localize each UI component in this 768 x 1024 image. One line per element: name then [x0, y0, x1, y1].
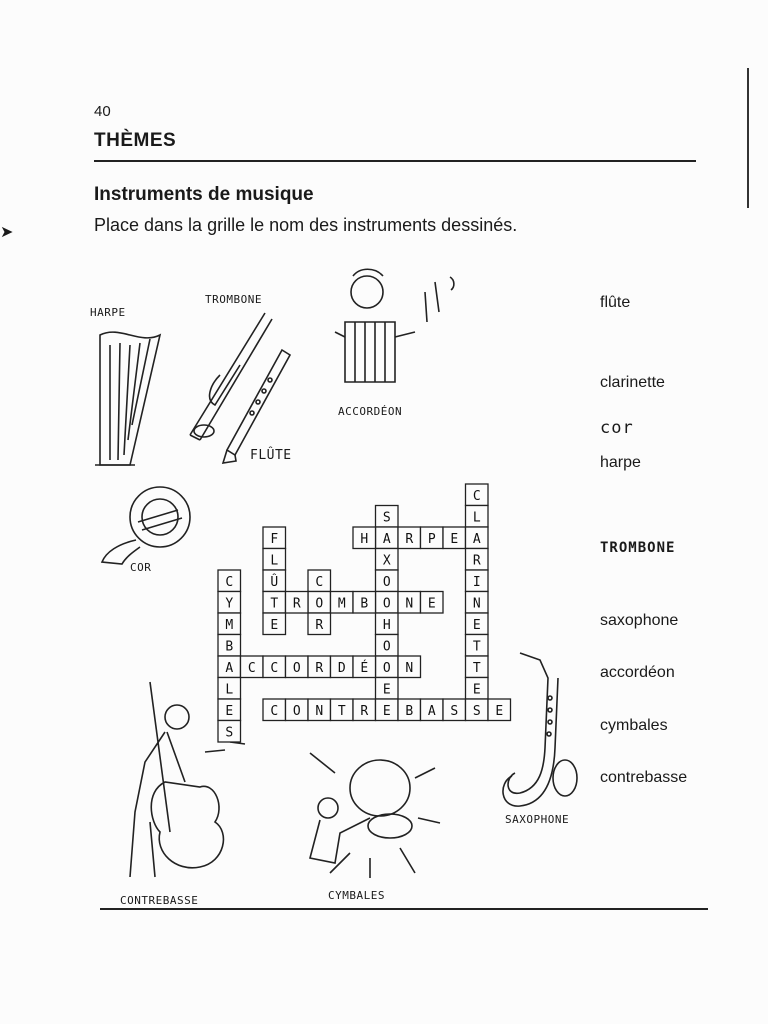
crossword-cell	[263, 527, 286, 549]
crossword-cell	[263, 549, 286, 571]
crossword-letter: A	[225, 660, 234, 676]
crossword-letter: C	[270, 703, 279, 719]
crossword-cell	[218, 635, 241, 657]
crossword-letter: B	[360, 596, 369, 612]
crossword-cell	[241, 656, 264, 678]
crossword-letter: E	[427, 596, 436, 612]
crossword-letter: R	[405, 531, 414, 547]
word-list-item: cor	[600, 418, 634, 438]
flute-label: FLÛTE	[250, 448, 292, 463]
crossword-cell	[218, 570, 241, 592]
crossword-letter: T	[270, 596, 279, 612]
crossword-cell	[218, 721, 241, 743]
crossword-cell	[353, 592, 376, 614]
crossword-letter: L	[472, 510, 481, 526]
crossword-cell	[263, 592, 286, 614]
crossword-letter: L	[225, 682, 234, 698]
crossword-cell	[376, 592, 399, 614]
crossword-letter: E	[382, 682, 391, 698]
crossword-letter: Û	[270, 574, 279, 590]
crossword-letter: É	[360, 660, 369, 676]
crossword-letter: T	[472, 639, 481, 655]
crossword-letter: C	[315, 574, 324, 590]
crossword-cell	[286, 656, 309, 678]
crossword-letter: X	[382, 553, 391, 569]
crossword-letter: E	[472, 682, 481, 698]
crossword-cell	[376, 699, 399, 721]
exercise-title: Instruments de musique	[94, 184, 314, 205]
crossword-letter: B	[405, 703, 414, 719]
crossword-cell	[376, 570, 399, 592]
crossword-letter: F	[270, 531, 279, 547]
crossword-cell	[398, 656, 421, 678]
crossword-cell	[218, 592, 241, 614]
crossword-letter: D	[337, 660, 346, 676]
double-bass-label: CONTREBASSE	[120, 894, 199, 907]
crossword-letter: E	[450, 531, 459, 547]
crossword-cell	[466, 570, 489, 592]
crossword-letter: O	[382, 574, 391, 590]
crossword-cell	[376, 635, 399, 657]
footer-divider	[100, 908, 708, 910]
crossword-letter: N	[405, 660, 414, 676]
crossword-letter: H	[360, 531, 369, 547]
word-list-item: contrebasse	[600, 769, 688, 786]
crossword-cell	[263, 656, 286, 678]
crossword-cell	[376, 527, 399, 549]
crossword-cell	[308, 570, 331, 592]
crossword-cell	[443, 527, 466, 549]
crossword-letter: L	[270, 553, 279, 569]
crossword-letter: Y	[225, 596, 234, 612]
crossword-cell	[398, 592, 421, 614]
crossword-cell	[398, 527, 421, 549]
word-list-item: TROMBONE	[600, 540, 676, 556]
crossword-cell	[376, 613, 399, 635]
crossword-letter: H	[382, 617, 391, 633]
crossword-letter: C	[247, 660, 256, 676]
crossword-letter: O	[382, 639, 391, 655]
cymbals-label: CYMBALES	[328, 889, 385, 902]
crossword-letter: I	[472, 574, 481, 590]
crossword-cell	[308, 656, 331, 678]
crossword-cell	[263, 613, 286, 635]
crossword-letter: E	[270, 617, 279, 633]
crossword-cell	[466, 656, 489, 678]
accordion-label: ACCORDÉON	[338, 405, 403, 418]
crossword-letter: T	[337, 703, 346, 719]
crossword-cell	[466, 484, 489, 506]
crossword-letter: B	[225, 639, 234, 655]
crossword-cell	[286, 592, 309, 614]
crossword-cell	[466, 678, 489, 700]
crossword-cell	[308, 699, 331, 721]
crossword-letter: S	[225, 725, 234, 741]
crossword-cell	[218, 699, 241, 721]
crossword-letter: N	[315, 703, 324, 719]
crossword-cell	[353, 699, 376, 721]
crossword-cell	[263, 699, 286, 721]
crossword-letter: E	[472, 617, 481, 633]
exercise-instruction: Place dans la grille le nom des instruments dessinés.	[94, 215, 518, 235]
crossword-cell	[466, 549, 489, 571]
crossword-cell	[218, 656, 241, 678]
crossword-cell	[376, 656, 399, 678]
section-title: THÈMES	[94, 130, 177, 151]
crossword-letter: E	[225, 703, 234, 719]
word-list-item: harpe	[600, 454, 641, 471]
crossword-letter: S	[472, 703, 481, 719]
crossword-cell	[421, 527, 444, 549]
crossword-cell	[466, 592, 489, 614]
crossword-letter: M	[337, 596, 346, 612]
crossword-letter: R	[292, 596, 301, 612]
page-number: 40	[94, 103, 111, 120]
crossword-cell	[421, 592, 444, 614]
crossword-cell	[331, 699, 354, 721]
word-list-item: cymbales	[600, 717, 668, 734]
margin-arrow-icon: ➤	[0, 224, 14, 241]
crossword-letter: T	[472, 660, 481, 676]
crossword-cell	[488, 699, 511, 721]
crossword-letter: R	[472, 553, 481, 569]
crossword-letter: A	[472, 531, 481, 547]
word-list-item: flûte	[600, 294, 631, 311]
crossword-cell	[466, 527, 489, 549]
crossword-cell	[376, 678, 399, 700]
crossword-cell	[466, 613, 489, 635]
crossword-cell	[398, 699, 421, 721]
crossword-cell	[286, 699, 309, 721]
crossword-cell	[376, 506, 399, 528]
crossword-cell	[331, 592, 354, 614]
crossword-letter: R	[315, 660, 324, 676]
crossword-cell	[218, 613, 241, 635]
crossword-letter: E	[382, 703, 391, 719]
crossword-cell	[466, 506, 489, 528]
crossword-cell	[443, 699, 466, 721]
crossword-letter: N	[405, 596, 414, 612]
crossword-cell	[466, 699, 489, 721]
crossword-letter: O	[382, 596, 391, 612]
crossword-cell	[331, 656, 354, 678]
trombone-label: TROMBONE	[205, 293, 262, 306]
crossword-cell	[353, 656, 376, 678]
word-list-item: clarinette	[600, 374, 665, 391]
crossword-cell	[308, 613, 331, 635]
crossword-letter: M	[225, 617, 234, 633]
crossword-cell	[466, 635, 489, 657]
crossword-letter: A	[382, 531, 391, 547]
crossword-letter: O	[382, 660, 391, 676]
crossword-letter: S	[450, 703, 459, 719]
crossword-letter: C	[270, 660, 279, 676]
crossword-cell	[353, 527, 376, 549]
crossword-letter: P	[427, 531, 436, 547]
crossword-cell	[263, 570, 286, 592]
crossword-letter: C	[472, 488, 481, 504]
crossword-cell	[218, 678, 241, 700]
crossword-cell	[376, 549, 399, 571]
horn-label: COR	[130, 561, 152, 574]
crossword-letter: R	[360, 703, 369, 719]
saxophone-label: SAXOPHONE	[505, 813, 570, 826]
crossword-letter: O	[315, 596, 324, 612]
word-list-item: accordéon	[600, 664, 675, 681]
crossword-cell	[421, 699, 444, 721]
crossword-letter: N	[472, 596, 481, 612]
crossword-letter: O	[292, 703, 301, 719]
crossword-letter: S	[382, 510, 391, 526]
crossword-letter: C	[225, 574, 234, 590]
crossword-letter: O	[292, 660, 301, 676]
crossword-letter: A	[427, 703, 436, 719]
harp-label: HARPE	[90, 306, 126, 319]
crossword-letter: R	[315, 617, 324, 633]
crossword-letter: E	[495, 703, 504, 719]
crossword-cell	[308, 592, 331, 614]
word-list-item: saxophone	[600, 612, 679, 629]
